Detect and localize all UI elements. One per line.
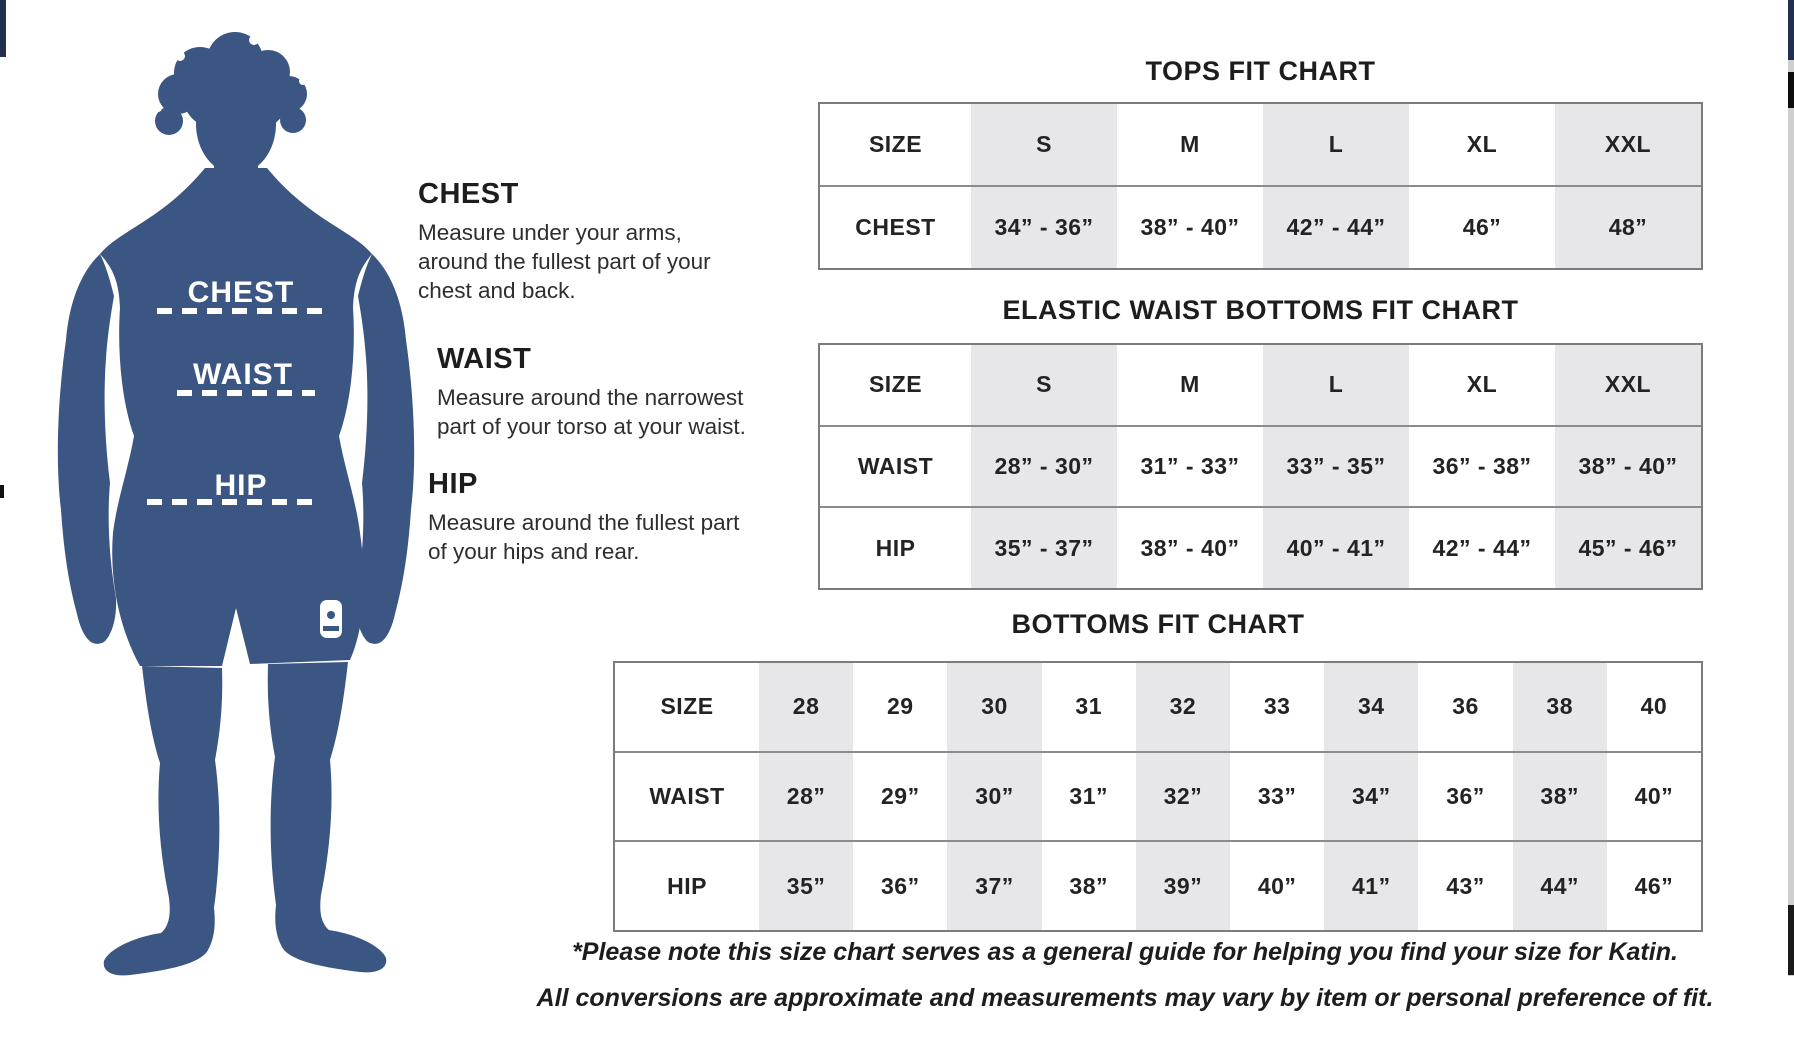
row-label-cell: SIZE <box>868 371 923 398</box>
value-cell: 42” - 44” <box>1432 534 1532 561</box>
value-cell: 29 <box>887 693 914 720</box>
value-cell: 30 <box>947 663 1041 751</box>
value-cell: 31 <box>1075 693 1102 720</box>
scrollbar-upper-mark <box>1788 72 1794 108</box>
hip-definition-line: Measure around the fullest part <box>428 510 740 535</box>
waist-definition <box>437 343 797 441</box>
value-cell: 32 <box>1136 663 1230 751</box>
value-cell: S <box>971 345 1117 425</box>
value-cell: 33” <box>1257 783 1297 809</box>
waist-definition-line: part of your torso at your waist. <box>437 414 746 439</box>
value-cell: 42” - 44” <box>1263 187 1409 268</box>
chest-definition <box>418 178 758 305</box>
value-cell: XL <box>1466 371 1498 398</box>
body-silhouette-figure <box>10 18 430 988</box>
value-cell: 43” <box>1446 872 1485 899</box>
value-cell: 34” <box>1324 753 1418 841</box>
tops-fit-chart-title: TOPS FIT CHART <box>1145 56 1376 86</box>
chest-definition-title: CHEST <box>418 178 519 210</box>
value-cell: 35” - 37” <box>971 508 1117 588</box>
footnote-line-1: *Please note this size chart serves as a general guide for helping you find your size for Katin. <box>572 938 1678 966</box>
chest-definition-line: Measure under your arms, <box>418 220 682 245</box>
value-cell: 38” <box>1069 872 1108 899</box>
table-row <box>615 751 1701 841</box>
value-cell: 36” <box>1446 783 1485 809</box>
row-label-cell: WAIST <box>857 453 934 479</box>
value-cell: 28” <box>759 753 853 841</box>
row-label-cell: HIP <box>875 534 916 561</box>
value-cell: 28 <box>759 663 853 751</box>
value-cell: 29” <box>881 783 920 809</box>
value-cell: 46” <box>1462 214 1502 240</box>
shorts-brand-tag <box>320 600 342 638</box>
row-label-cell: SIZE <box>660 693 714 720</box>
waist-definition-title: WAIST <box>437 343 532 375</box>
row-label-cell: SIZE <box>868 131 923 157</box>
figure-chest-label: CHEST <box>187 276 295 309</box>
value-cell: L <box>1263 345 1409 425</box>
table-row <box>820 506 1701 588</box>
value-cell: 38” <box>1513 753 1607 841</box>
table-header-row <box>615 663 1701 751</box>
value-cell: 46” <box>1634 872 1674 899</box>
table-header-row <box>820 104 1701 185</box>
row-label-cell: HIP <box>667 872 707 899</box>
window-edge-tick <box>0 485 4 498</box>
value-cell: 40” <box>1634 783 1674 809</box>
value-cell: 31” <box>1069 783 1108 809</box>
chest-definition-line: chest and back. <box>418 278 576 303</box>
body-silhouette-svg <box>10 18 430 988</box>
value-cell: 35” <box>759 842 853 930</box>
value-cell: S <box>971 104 1117 185</box>
value-cell: 38” - 40” <box>1555 427 1701 507</box>
row-label-cell: CHEST <box>855 214 936 240</box>
value-cell: 40” - 41” <box>1263 508 1409 588</box>
scrollbar-top-segment <box>1788 0 1794 60</box>
bottoms-fit-chart-table <box>613 661 1703 932</box>
table-header-row <box>820 345 1701 425</box>
value-cell: 38 <box>1513 663 1607 751</box>
value-cell: 34” - 36” <box>971 187 1117 268</box>
scrollbar-track <box>1788 0 1794 976</box>
value-cell: 45” - 46” <box>1555 508 1701 588</box>
value-cell: 28” - 30” <box>971 427 1117 507</box>
value-cell: 44” <box>1513 842 1607 930</box>
footnote <box>470 929 1780 1021</box>
chest-definition-line: around the fullest part of your <box>418 249 711 274</box>
bottoms-fit-chart-title: BOTTOMS FIT CHART <box>1011 609 1305 639</box>
value-cell: 36” - 38” <box>1432 453 1532 479</box>
waist-definition-line: Measure around the narrowest <box>437 385 744 410</box>
row-label-cell: WAIST <box>649 783 725 809</box>
value-cell: XL <box>1466 131 1498 157</box>
hip-definition <box>428 468 788 566</box>
value-cell: M <box>1180 131 1200 157</box>
value-cell: 36 <box>1452 693 1479 720</box>
figure-waist-label: WAIST <box>193 358 293 391</box>
value-cell: 33 <box>1263 693 1291 720</box>
value-cell: 33” - 35” <box>1263 427 1409 507</box>
footnote-line-2: All conversions are approximate and measurements may vary by item or personal preference of fit. <box>536 984 1714 1012</box>
window-edge-strip <box>0 0 6 57</box>
value-cell: XXL <box>1555 104 1701 185</box>
value-cell: 38” - 40” <box>1140 534 1240 561</box>
value-cell: 32” <box>1136 753 1230 841</box>
value-cell: XXL <box>1555 345 1701 425</box>
table-row <box>820 425 1701 507</box>
value-cell: M <box>1180 371 1200 398</box>
value-cell: 40” <box>1257 872 1297 899</box>
value-cell: 40 <box>1640 693 1668 720</box>
hip-definition-title: HIP <box>428 468 478 500</box>
scrollbar-thumb[interactable] <box>1788 905 1794 975</box>
hip-definition-line: of your hips and rear. <box>428 539 640 564</box>
value-cell: 31” - 33” <box>1140 453 1240 479</box>
value-cell: 41” <box>1324 842 1418 930</box>
value-cell: 48” <box>1555 187 1701 268</box>
elastic-waist-bottoms-fit-chart-title: ELASTIC WAIST BOTTOMS FIT CHART <box>1002 295 1519 325</box>
value-cell: 34 <box>1324 663 1418 751</box>
value-cell: 38” - 40” <box>1140 214 1240 240</box>
value-cell: 36” <box>881 872 920 899</box>
value-cell: 30” <box>947 753 1041 841</box>
value-cell: 39” <box>1136 842 1230 930</box>
tops-fit-chart-table <box>818 102 1703 270</box>
elastic-waist-bottoms-fit-chart-table <box>818 343 1703 590</box>
table-row <box>615 840 1701 930</box>
table-row <box>820 185 1701 268</box>
value-cell: 37” <box>947 842 1041 930</box>
figure-hip-label: HIP <box>214 469 268 502</box>
value-cell: L <box>1263 104 1409 185</box>
